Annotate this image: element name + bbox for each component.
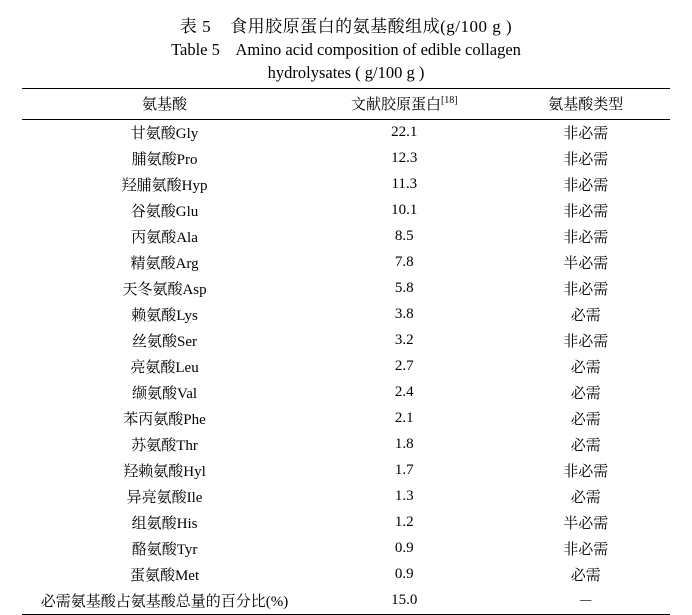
- cell-amino-acid-value: 2.4: [394, 384, 414, 401]
- cell-summary-value: 15.0: [391, 592, 418, 609]
- cell-amino-acid-name: 赖氨酸Lys: [131, 308, 198, 325]
- cell-amino-acid-name: 甘氨酸Gly: [130, 126, 199, 143]
- cell-amino-acid-value: 0.9: [394, 540, 414, 557]
- header-amino-acid-type: 氨基酸类型: [548, 96, 624, 113]
- cell-amino-acid-value: 11.3: [391, 176, 418, 193]
- cell-amino-acid-name: 苯丙氨酸Phe: [123, 412, 206, 429]
- cell-amino-acid-value: 1.8: [394, 436, 414, 453]
- table-caption: [22, 12, 670, 85]
- cell-amino-acid-value: 10.1: [391, 202, 418, 219]
- caption-english-line-1: Table 5 Amino acid composition of edible collagen: [171, 40, 521, 59]
- table-row: [22, 380, 670, 406]
- cell-amino-acid-name: 酪氨酸Tyr: [131, 542, 198, 559]
- cell-amino-acid-type: 必需: [570, 412, 601, 429]
- cell-amino-acid-name: 缬氨酸Val: [132, 386, 198, 403]
- cell-amino-acid-value: 5.8: [394, 280, 414, 297]
- cell-amino-acid-name: 组氨酸His: [131, 516, 198, 533]
- cell-amino-acid-type: 必需: [570, 360, 601, 377]
- cell-amino-acid-type: 非必需: [563, 230, 609, 247]
- table-row: [22, 536, 670, 562]
- cell-amino-acid-name: 羟赖氨酸Hyl: [123, 464, 206, 481]
- header-amino-acid: 氨基酸: [142, 96, 188, 113]
- cell-amino-acid-type: 必需: [570, 386, 601, 403]
- table-summary-row: [22, 588, 670, 615]
- cell-amino-acid-type: 半必需: [563, 256, 609, 273]
- cell-amino-acid-value: 1.7: [394, 462, 414, 479]
- cell-amino-acid-type: 非必需: [563, 282, 609, 299]
- table-header-row: [22, 88, 670, 119]
- table-row: [22, 510, 670, 536]
- cell-summary-type: －: [578, 594, 594, 611]
- cell-amino-acid-type: 必需: [570, 438, 601, 455]
- cell-amino-acid-type: 必需: [570, 568, 601, 585]
- cell-amino-acid-type: 非必需: [563, 152, 609, 169]
- cell-amino-acid-value: 7.8: [394, 254, 414, 271]
- header-reference-superscript: [18]: [440, 94, 458, 106]
- table-row: [22, 328, 670, 354]
- table-header: [22, 88, 670, 119]
- cell-amino-acid-type: 非必需: [563, 178, 609, 195]
- cell-amino-acid-name: 精氨酸Arg: [130, 256, 199, 273]
- cell-amino-acid-name: 苏氨酸Thr: [131, 438, 198, 455]
- cell-amino-acid-name: 丝氨酸Ser: [132, 334, 198, 351]
- cell-amino-acid-value: 12.3: [391, 150, 418, 167]
- cell-summary-label: 必需氨基酸占氨基酸总量的百分比(%): [40, 594, 289, 611]
- table-row: [22, 302, 670, 328]
- table-row: [22, 172, 670, 198]
- cell-amino-acid-name: 谷氨酸Glu: [130, 204, 199, 221]
- cell-amino-acid-value: 1.2: [394, 514, 414, 531]
- caption-chinese: 表 5 食用胶原蛋白的氨基酸组成(g/100 g ): [179, 17, 513, 36]
- cell-amino-acid-value: 3.8: [394, 306, 414, 323]
- table-row: [22, 276, 670, 302]
- caption-english-line-2: hydrolysates ( g/100 g ): [267, 63, 425, 83]
- table-row: [22, 119, 670, 146]
- cell-amino-acid-name: 脯氨酸Pro: [131, 152, 198, 169]
- cell-amino-acid-name: 丙氨酸Ala: [131, 230, 198, 247]
- table-row: [22, 198, 670, 224]
- header-literature-collagen-label: 文献胶原蛋白: [350, 96, 441, 113]
- table-row: [22, 484, 670, 510]
- table-row: [22, 562, 670, 588]
- cell-amino-acid-value: 3.2: [394, 332, 414, 349]
- table-row: [22, 458, 670, 484]
- table-row: [22, 354, 670, 380]
- cell-amino-acid-value: 8.5: [394, 228, 414, 245]
- table-row: [22, 146, 670, 172]
- table-row: [22, 406, 670, 432]
- cell-amino-acid-type: 非必需: [563, 204, 609, 221]
- cell-amino-acid-type: 半必需: [563, 516, 609, 533]
- cell-amino-acid-name: 亮氨酸Leu: [130, 360, 199, 377]
- cell-amino-acid-value: 2.1: [394, 410, 414, 427]
- cell-amino-acid-type: 非必需: [563, 542, 609, 559]
- cell-amino-acid-name: 异亮氨酸Ile: [126, 490, 203, 507]
- table-row: [22, 432, 670, 458]
- cell-amino-acid-value: 2.7: [394, 358, 414, 375]
- cell-amino-acid-type: 非必需: [563, 464, 609, 481]
- cell-amino-acid-value: 0.9: [394, 566, 414, 583]
- cell-amino-acid-type: 非必需: [563, 334, 609, 351]
- header-literature-collagen: [307, 88, 501, 119]
- cell-amino-acid-type: 必需: [570, 308, 601, 325]
- amino-acid-table: [22, 88, 670, 615]
- table-body: [22, 119, 670, 614]
- cell-amino-acid-type: 必需: [570, 490, 601, 507]
- cell-amino-acid-name: 天冬氨酸Asp: [122, 282, 207, 299]
- table-row: [22, 250, 670, 276]
- cell-amino-acid-value: 1.3: [394, 488, 414, 505]
- cell-amino-acid-value: 22.1: [391, 124, 418, 141]
- cell-amino-acid-name: 羟脯氨酸Hyp: [121, 178, 208, 195]
- cell-amino-acid-type: 非必需: [563, 126, 609, 143]
- table-row: [22, 224, 670, 250]
- cell-amino-acid-name: 蛋氨酸Met: [129, 568, 200, 585]
